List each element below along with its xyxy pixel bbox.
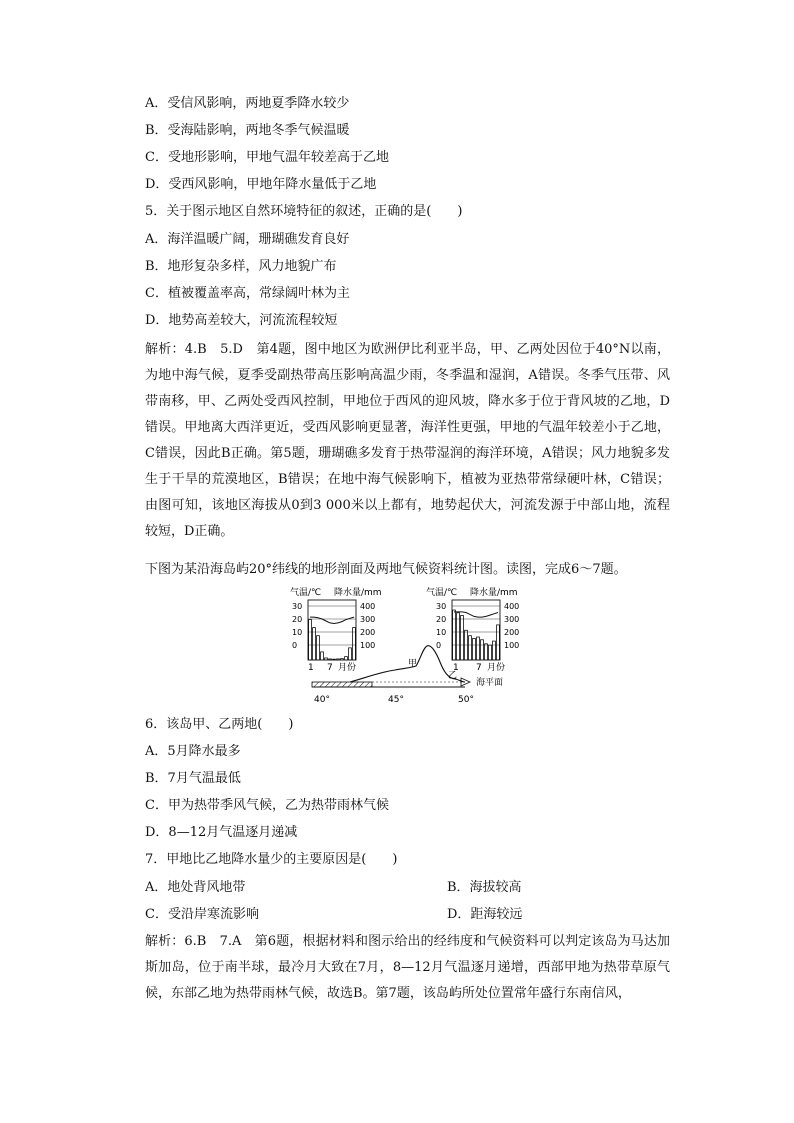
right-precip-bar (469, 636, 472, 660)
right-precip-tick: 200 (504, 628, 520, 637)
q4-option-a: A．受信风影响，两地夏季降水较少 (145, 96, 350, 111)
left-precip-bar (317, 636, 320, 660)
right-climate-chart (426, 586, 519, 673)
left-precip-bar (337, 659, 340, 660)
point-yi-label: 乙 (448, 671, 458, 681)
right-precip-bar (481, 640, 484, 660)
left-precip-bar (353, 628, 356, 660)
left-temp-tick: 20 (292, 615, 303, 624)
q4-option-b: B．受海陆影响，两地冬季气候温暖 (145, 123, 350, 138)
left-precip-bar (313, 628, 316, 660)
left-temp-tick: 10 (292, 628, 303, 637)
left-temp-label: 气温/℃ (290, 588, 322, 598)
q4-option-d: D．受西风影响，甲地年降水量低于乙地 (145, 177, 377, 192)
right-precip-label: 降水量/mm (470, 588, 518, 598)
lon-45: 45° (388, 695, 404, 705)
q5-option-c: C．植被覆盖率高，常绿阔叶林为主 (145, 286, 350, 301)
right-precip-tick: 100 (504, 641, 520, 650)
left-precip-bar (349, 648, 352, 660)
q5-stem: 5．关于图示地区自然环境特征的叙述，正确的是( ) (145, 204, 463, 219)
left-precip-tick: 300 (360, 615, 376, 624)
right-precip-bar (453, 610, 456, 660)
q6-option-d: D．8—12月气温逐月递减 (145, 825, 298, 840)
q6-option-b: B．7月气温最低 (145, 771, 241, 786)
left-precip-bar (321, 652, 324, 660)
analysis-6-7: 解析：6.B 7.A 第6题，根据材料和图示给出的经纬度和气候资料可以判定该岛为马达加斯加岛，位于南半球，最冷月大致在7月，8—12月气温逐月递增，西部甲地为热带草原气候，东部乙地为热带雨林气候，故选B。第7题，该岛屿所处位置常年盛行东南信风， (145, 934, 670, 1001)
hatched-coast (312, 682, 372, 687)
right-temp-label: 气温/℃ (426, 588, 458, 598)
q4-option-c: C．受地形影响，甲地气温年较差高于乙地 (145, 150, 389, 165)
right-temp-tick: 0 (436, 641, 442, 650)
left-precip-bar (329, 659, 332, 660)
q5-option-a: A．海洋温暖广阔，珊瑚礁发育良好 (145, 232, 350, 247)
right-precip-bar (493, 641, 496, 660)
left-precip-bar (309, 620, 312, 661)
terrain-climate-figure (290, 586, 560, 708)
left-precip-bar (325, 658, 328, 660)
right-month-7: 7 (476, 663, 482, 673)
q6-option-a: A．5月降水最多 (145, 744, 241, 759)
left-month-1: 1 (308, 663, 314, 673)
terrain-profile (312, 646, 506, 705)
right-month-1: 1 (453, 663, 459, 673)
right-temp-tick: 10 (436, 628, 447, 637)
right-precip-tick: 300 (504, 615, 520, 624)
left-precip-tick: 100 (360, 641, 376, 650)
right-precip-bar (485, 644, 488, 660)
right-temp-tick: 20 (436, 615, 447, 624)
left-temp-tick: 30 (292, 602, 303, 611)
q6-option-c: C．甲为热带季风气候，乙为热带雨林气候 (145, 798, 389, 813)
q7-option-c: C．受沿岸寒流影响 (145, 907, 259, 922)
q5-option-d: D．地势高差较大，河流流程较短 (145, 313, 338, 328)
right-precip-bar (473, 638, 476, 660)
right-precip-bar (497, 625, 500, 660)
left-precip-bar (341, 659, 344, 660)
right-precip-bar (477, 637, 480, 660)
right-precip-bar (457, 613, 460, 660)
q7-stem: 7．甲地比乙地降水量少的主要原因是( ) (145, 852, 398, 867)
left-precip-bar (345, 657, 348, 660)
q5-option-b: B．地形复杂多样，风力地貌广布 (145, 259, 337, 274)
left-precip-tick: 200 (360, 628, 376, 637)
sea-level-label: 海平面 (476, 678, 504, 688)
right-temp-tick: 30 (436, 602, 447, 611)
right-precip-bar (461, 615, 464, 660)
intro-6-7: 下图为某沿海岛屿20°纬线的地形剖面及两地气候资料统计图。读图，完成6～7题。 (145, 562, 627, 577)
right-month-unit: 月份 (487, 663, 506, 673)
left-month-7: 7 (327, 663, 333, 673)
lon-40: 40° (314, 695, 330, 705)
q7-option-a: A．地处背风地带 (145, 880, 246, 895)
left-climate-chart (290, 586, 382, 673)
right-precip-tick: 400 (504, 602, 520, 611)
q7-option-b: B．海拔较高 (447, 880, 522, 895)
left-temp-tick: 0 (292, 641, 298, 650)
left-temp-curve (310, 617, 354, 623)
analysis-4-5: 解析：4.B 5.D 第4题，图中地区为欧洲伊比利亚半岛，甲、乙两处因位于40°N以南，为地中海气候，夏季受副热带高压影响高温少雨，冬季温和湿润，A错误。冬季气压带、风带南移，甲、乙两处受西风控制，甲地位于西风的迎风坡，降水多于位于背风坡的乙地，D错误。甲地离大西洋更近，受西风影响更显著，海洋性更强，甲地的气温年较差小于乙地，C错误，因此B正确。第5题，珊瑚礁多发育于热带湿润的海洋环境，A错误；风力地貌多发生于干旱的荒漠地区，B错误；在地中海气候影响下，植被为亚热带常绿硬叶林，C错误；由图可知，该地区海拔从0到3 000米以上都有，地势起伏大，河流发源于中部山地，流程较短，D正确。 (145, 342, 670, 539)
left-month-unit: 月份 (338, 663, 357, 673)
point-jia-label: 甲 (408, 659, 418, 669)
lon-50: 50° (458, 695, 474, 705)
q7-option-d: D．距海较远 (447, 907, 523, 922)
right-precip-bar (489, 645, 492, 660)
q6-stem: 6．该岛甲、乙两地( ) (145, 717, 294, 732)
left-precip-label: 降水量/mm (334, 588, 382, 598)
left-precip-tick: 400 (360, 602, 376, 611)
